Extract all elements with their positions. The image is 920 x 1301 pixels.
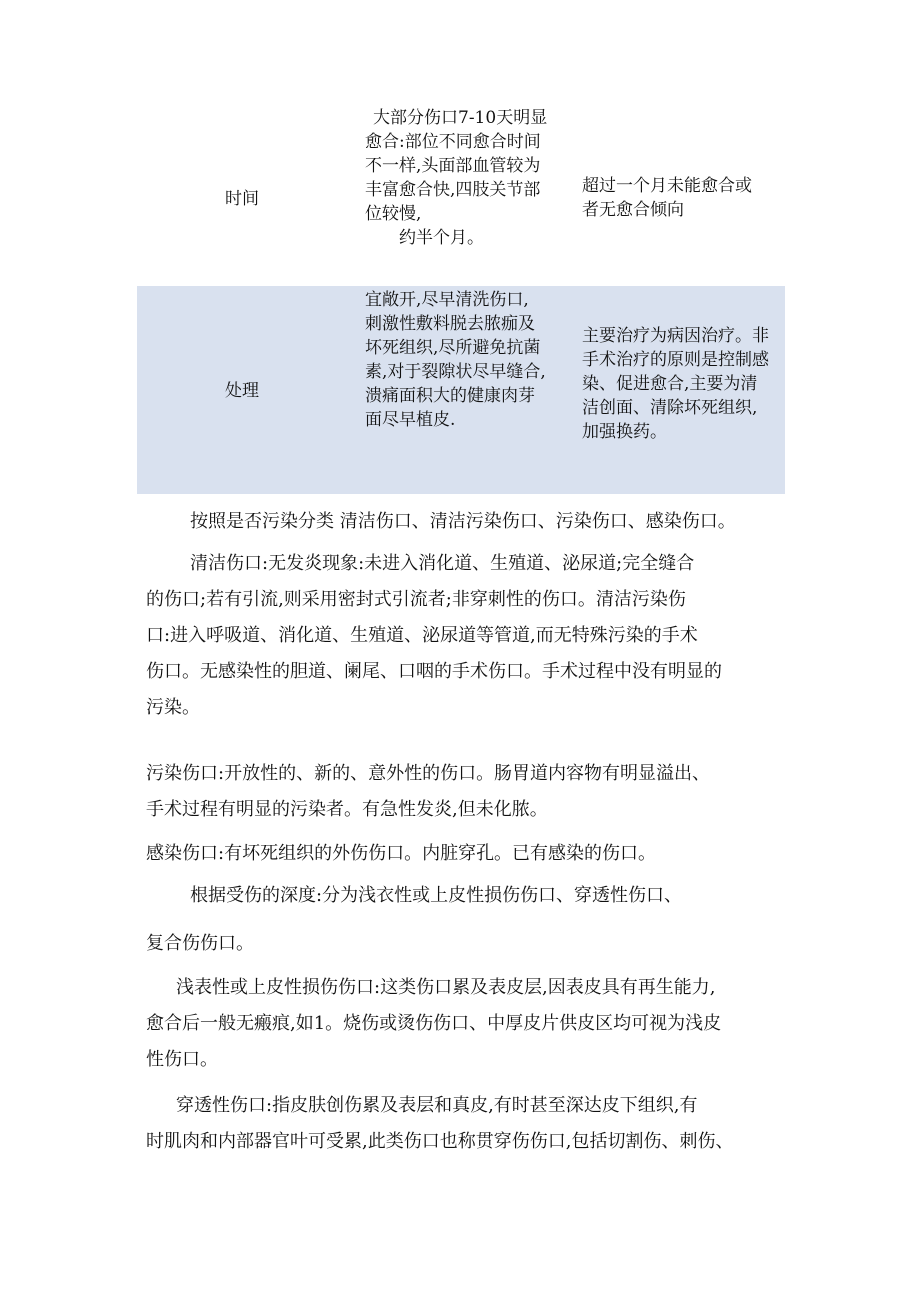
treatment-chronic-cell: [582, 324, 782, 444]
cell-line: 大部分伤口7-10天明显: [373, 108, 548, 128]
paragraph-clean-wound: [146, 546, 722, 726]
paragraph-line: 浅表性或上皮性损伤伤口:这类伤口累及表皮层,因表皮具有再生能力,: [176, 977, 716, 998]
cell-line: 刺激性敷料脱去脓痂及: [365, 314, 535, 334]
time-normal-healing-cell: [365, 106, 571, 250]
cell-line: 丰富愈合快,四肢关节部: [365, 180, 541, 200]
paragraph-line: 的伤口;若有引流,则采用密封式引流者;非穿刺性的伤口。清洁污染伤: [146, 589, 686, 610]
paragraph-penetrating-wound: [146, 1088, 733, 1160]
paragraph-infected-wound: 感染伤口:有坏死组织的外伤伤口。内脏穿孔。已有感染的伤口。: [146, 843, 657, 864]
paragraph-line: 愈合后一般无瘢痕,如1。烧伤或烫伤伤口、中厚皮片供皮区均可视为浅皮: [146, 1013, 722, 1034]
cell-line: 溃痛面积大的健康肉芽: [365, 386, 535, 406]
cell-line: 手术治疗的原则是控制感: [582, 350, 769, 370]
cell-line: 洁创面、清除坏死组织,: [582, 398, 758, 418]
paragraph-line: 穿透性伤口:指皮肤创伤累及表层和真皮,有时甚至深达皮下组织,有: [176, 1095, 698, 1116]
paragraph-line: 性伤口。: [146, 1049, 218, 1070]
cell-line: 位较慢,: [365, 204, 422, 224]
paragraph-line: 清洁伤口:无发炎现象:未进入消化道、生殖道、泌尿道;完全缝合: [190, 553, 695, 574]
cell-line: 愈合:部位不同愈合时间: [365, 132, 541, 152]
treatment-label: 处理: [225, 381, 259, 401]
wound-comparison-table: [137, 92, 785, 494]
paragraph-line: 污染伤口:开放性的、新的、意外性的伤口。肠胃道内容物有明显溢出、: [146, 763, 711, 784]
cell-line: 坏死组织,尽所避免抗菌: [365, 338, 541, 358]
cell-line: 者无愈合倾向: [582, 200, 684, 220]
cell-line: 加强换药。: [582, 422, 667, 442]
paragraph-line: 伤口。无感染性的胆道、阑尾、口咽的手术伤口。手术过程中没有明显的: [146, 661, 722, 682]
treatment-normal-cell: [365, 288, 571, 432]
time-chronic-cell: [582, 174, 782, 222]
paragraph-depth-classification: 根据受伤的深度:分为浅衣性或上皮性损伤伤口、穿透性伤口、: [190, 885, 683, 906]
cell-line: 超过一个月未能愈合或: [582, 176, 752, 196]
paragraph-compound-wound: 复合伤伤口。: [146, 933, 254, 954]
paragraph-line: 时肌肉和内部器官叶可受累,此类伤口也称贯穿伤伤口,包括切割伤、刺伤、: [146, 1131, 734, 1152]
cell-line: 染、促进愈合,主要为清: [582, 374, 758, 394]
paragraph-contaminated-wound: [146, 756, 710, 828]
paragraph-line: 污染。: [146, 697, 200, 718]
table-row-treatment: [137, 286, 785, 494]
time-label: 时间: [225, 189, 259, 209]
cell-line: 主要治疗为病因治疗。非: [582, 326, 769, 346]
cell-line: 不一样,头面部血管较为: [365, 156, 541, 176]
paragraph-line: 口:进入呼吸道、消化道、生殖道、泌尿道等管道,而无特殊污染的手术: [146, 625, 698, 646]
cell-line: 约半个月。: [399, 228, 484, 248]
paragraph-contamination-classification: 按照是否污染分类 清洁伤口、清洁污染伤口、污染伤口、感染伤口。: [190, 511, 736, 532]
paragraph-superficial-wound: [146, 970, 721, 1078]
cell-line: 宜敞开,尽早清洗伤口,: [365, 290, 529, 310]
table-row-time: [137, 92, 785, 284]
cell-line: 素,对于裂隙状尽早缝合,: [365, 362, 546, 382]
cell-line: 面尽早植皮.: [365, 410, 456, 430]
paragraph-line: 手术过程有明显的污染者。有急性发炎,但未化脓。: [146, 799, 548, 820]
